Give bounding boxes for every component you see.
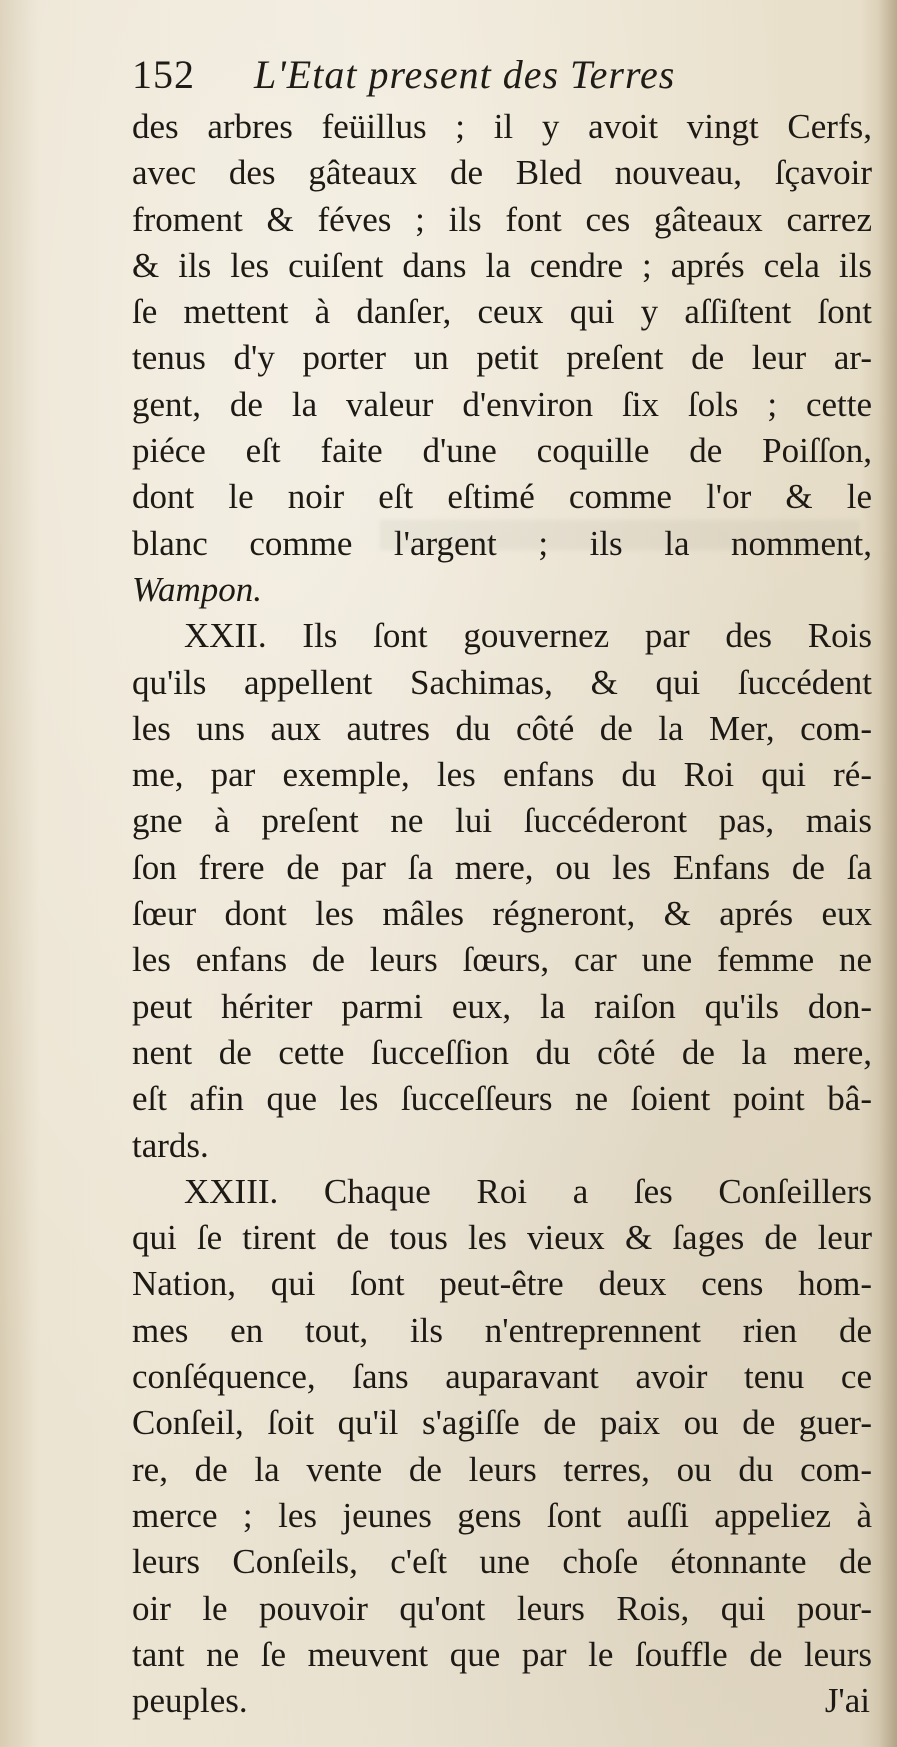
text-line: nent de cette ſucceſſion du côté de la mere, xyxy=(132,1032,872,1072)
text-line: Conſeil, ſoit qu'il s'agiſſe de paix ou de guer- xyxy=(132,1403,872,1443)
page-edge-shadow xyxy=(879,0,897,1747)
text-line: froment & féves ; ils font ces gâteaux carrez xyxy=(132,199,872,239)
text-line: re, de la vente de leurs terres, ou du com- xyxy=(132,1449,872,1489)
text-line: me, par exemple, les enfans du Roi qui ré- xyxy=(132,755,872,795)
text-line: qu'ils appellent Sachimas, & qui ſuccédent xyxy=(132,662,872,702)
text-line: peuples. xyxy=(132,1681,248,1721)
final-line xyxy=(132,1678,872,1724)
text-line: gne à preſent ne lui ſuccéderont pas, mais xyxy=(132,801,872,841)
text-line: ſe mettent à danſer, ceux qui y aſſiſtent ſont xyxy=(132,292,872,332)
page-header xyxy=(132,50,872,100)
text-line: tards. xyxy=(132,1125,209,1165)
text-line: Nation, qui ſont peut-être deux cens hom- xyxy=(132,1264,872,1304)
running-title: L'Etat present des Terres xyxy=(254,52,676,97)
text-line: ſon frere de par ſa mere, ou les Enfans de ſa xyxy=(132,847,872,887)
text-line: avec des gâteaux de Bled nouveau, ſçavoir xyxy=(132,153,872,193)
text-line: mes en tout, ils n'entreprennent rien de xyxy=(132,1310,872,1350)
text-line: ſœur dont les mâles régneront, & aprés eux xyxy=(132,894,872,934)
text-line: dont le noir eſt eſtimé comme l'or & le xyxy=(132,477,872,517)
catchword: J'ai xyxy=(824,1681,870,1721)
page-number: 152 xyxy=(132,52,195,97)
body-text xyxy=(132,104,872,1724)
text-line: eſt afin que les ſucceſſeurs ne ſoient point bâ- xyxy=(132,1079,872,1119)
text-line: oir le pouvoir qu'ont leurs Rois, qui pour- xyxy=(132,1588,872,1628)
text-line: XXII. Ils ſont gouvernez par des Rois xyxy=(184,616,872,656)
text-line: tenus d'y porter un petit preſent de leur ar- xyxy=(132,338,872,378)
text-line: gent, de la valeur d'environ ſix ſols ; cette xyxy=(132,384,872,424)
text-line: leurs Conſeils, c'eſt une choſe étonnante de xyxy=(132,1542,872,1582)
text-line: & ils les cuiſent dans la cendre ; aprés cela ils xyxy=(132,245,872,285)
text-line: les uns aux autres du côté de la Mer, com- xyxy=(132,708,872,748)
text-line: peut hériter parmi eux, la raiſon qu'ils don- xyxy=(132,986,872,1026)
text-line: des arbres feüillus ; il y avoit vingt Cerfs, xyxy=(132,107,872,146)
text-line: qui ſe tirent de tous les vieux & ſages de leur xyxy=(132,1218,872,1258)
text-line: blanc comme l'argent ; ils la nomment, xyxy=(132,523,872,563)
text-line: piéce eſt faite d'une coquille de Poiſſon, xyxy=(132,431,872,471)
text-line: les enfans de leurs ſœurs, car une femme ne xyxy=(132,940,872,980)
text-line: merce ; les jeunes gens ſont auſſi appeliez à xyxy=(132,1495,872,1535)
text-line: tant ne ſe meuvent que par le ſouffle de leurs xyxy=(132,1634,872,1674)
text-line: XXIII. Chaque Roi a ſes Conſeillers xyxy=(184,1171,872,1211)
text-line: conſéquence, ſans auparavant avoir tenu ce xyxy=(132,1357,872,1397)
text-line: Wampon. xyxy=(132,569,262,609)
